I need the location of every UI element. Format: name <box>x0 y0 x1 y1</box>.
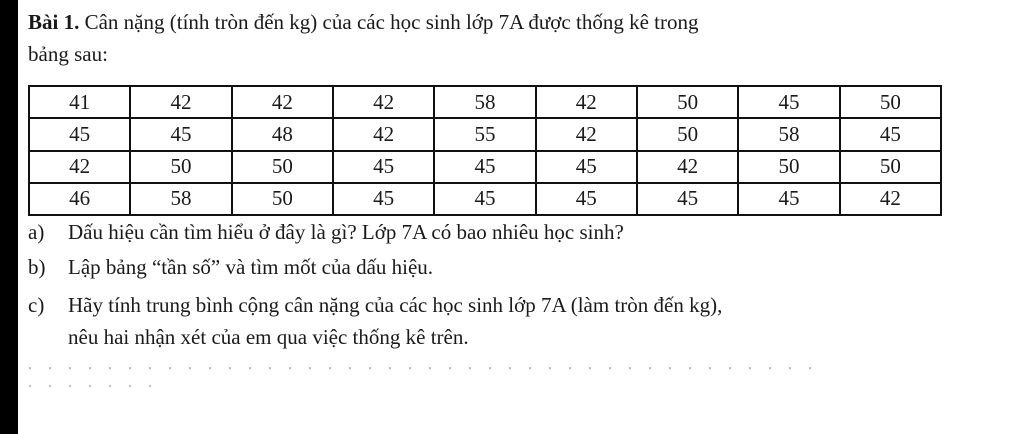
table-cell: 42 <box>536 86 637 118</box>
table-cell: 45 <box>637 183 738 215</box>
table-cell: 41 <box>29 86 130 118</box>
table-cell: 58 <box>130 183 231 215</box>
table-row <box>29 151 941 183</box>
table-cell: 50 <box>840 86 941 118</box>
table-cell: 42 <box>232 86 333 118</box>
exercise-number: Bài 1. <box>28 10 80 34</box>
question-c-label: c) <box>28 293 45 317</box>
table-cell: 42 <box>333 86 434 118</box>
table-cell: 50 <box>840 151 941 183</box>
table-cell: 42 <box>333 118 434 150</box>
table-cell: 58 <box>434 86 535 118</box>
table-cell: 42 <box>29 151 130 183</box>
table-row <box>29 118 941 150</box>
table-cell: 45 <box>738 86 839 118</box>
table-cell: 50 <box>637 86 738 118</box>
table-cell: 45 <box>840 118 941 150</box>
exercise-intro-cont: bảng sau: <box>28 42 108 66</box>
table-cell: 50 <box>637 118 738 150</box>
table-cell: 45 <box>333 151 434 183</box>
table-cell: 42 <box>840 183 941 215</box>
weight-table <box>28 85 942 216</box>
table-cell: 42 <box>637 151 738 183</box>
table-cell: 50 <box>130 151 231 183</box>
question-c-text: Hãy tính trung bình cộng cân nặng của các học sinh lớp 7A (làm tròn đến kg), <box>68 293 723 317</box>
table-cell: 50 <box>232 151 333 183</box>
weight-table-body <box>29 86 941 215</box>
question-c-text-cont: nêu hai nhận xét của em qua việc thống kê trên. <box>68 325 469 349</box>
table-cell: 45 <box>434 151 535 183</box>
exercise-intro: Cân nặng (tính tròn đến kg) của các học sinh lớp 7A được thống kê trong <box>79 10 699 34</box>
faded-cutoff-line: . . . . . . . . . . . . . . . . . . . . . . . . . . . . . . . . . . . . . . . . . . . . . . . <box>28 356 818 391</box>
table-cell: 45 <box>434 183 535 215</box>
table-cell: 58 <box>738 118 839 150</box>
exercise-title <box>28 6 988 70</box>
table-cell: 42 <box>130 86 231 118</box>
table-cell: 48 <box>232 118 333 150</box>
question-b-label: b) <box>28 255 46 279</box>
table-cell: 45 <box>536 183 637 215</box>
table-cell: 55 <box>434 118 535 150</box>
table-cell: 45 <box>29 118 130 150</box>
table-cell: 45 <box>333 183 434 215</box>
table-row <box>29 86 941 118</box>
table-cell: 46 <box>29 183 130 215</box>
left-edge-bar <box>0 0 18 434</box>
table-row <box>29 183 941 215</box>
question-b-text: Lập bảng “tần số” và tìm mốt của dấu hiệu. <box>68 255 434 279</box>
question-a-text: Dấu hiệu cần tìm hiểu ở đây là gì? Lớp 7A có bao nhiêu học sinh? <box>68 220 624 244</box>
question-b <box>28 251 988 283</box>
table-cell: 45 <box>536 151 637 183</box>
question-a <box>28 216 988 248</box>
table-cell: 45 <box>738 183 839 215</box>
question-a-label: a) <box>28 220 45 244</box>
table-cell: 50 <box>738 151 839 183</box>
table-cell: 50 <box>232 183 333 215</box>
question-c <box>28 289 988 353</box>
table-cell: 42 <box>536 118 637 150</box>
document-page <box>28 0 1008 434</box>
table-cell: 45 <box>130 118 231 150</box>
